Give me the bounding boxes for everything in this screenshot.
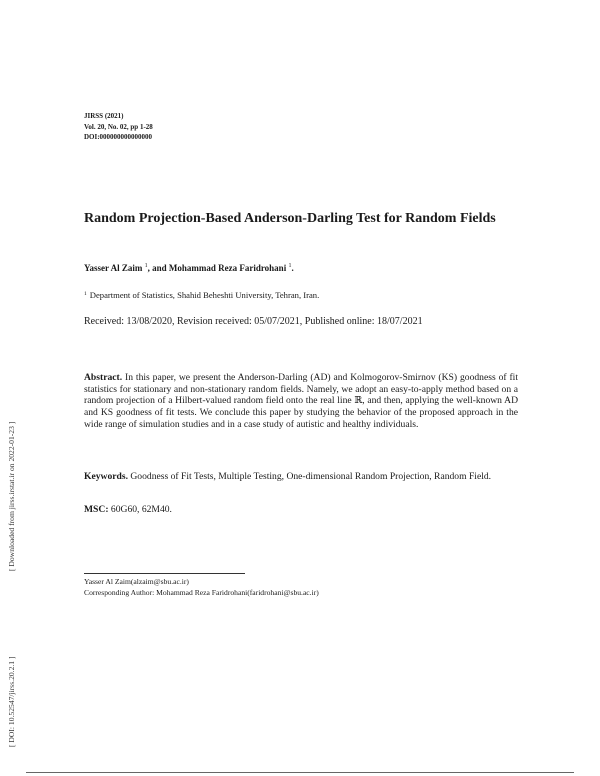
journal-name: JIRSS (2021) <box>84 112 124 120</box>
abstract <box>84 372 518 431</box>
msc-label: MSC: <box>84 504 109 515</box>
affiliation-text: Department of Statistics, Shahid Beheshti University, Tehran, Iran. <box>89 290 320 300</box>
footnote-author-email: Yasser Al Zaim(alzaim@sbu.ac.ir) <box>84 577 189 586</box>
journal-doi: DOI:000000000000000 <box>84 133 153 141</box>
keywords-text: Goodness of Fit Tests, Multiple Testing, One-dimensional Random Projection, Random Field. <box>130 471 492 482</box>
author-line <box>84 263 294 273</box>
author-2-affil-mark: 1 <box>288 263 292 269</box>
keywords-label: Keywords. <box>84 471 128 482</box>
author-connector: , and <box>147 263 169 273</box>
sidebar-download-stamp: [ Downloaded from jirss.irstat.ir on 2022-01-23 ] <box>7 421 16 571</box>
publication-dates: Received: 13/08/2020, Revision received: 05/07/2021, Published online: 18/07/2021 <box>84 316 423 327</box>
footnote-corresponding-author: Corresponding Author: Mohammad Reza Faridrohani(faridrohani@sbu.ac.ir) <box>84 588 319 597</box>
msc-codes <box>84 504 172 515</box>
journal-volume: Vol. 20, No. 02, pp 1-28 <box>84 122 153 131</box>
author-line-end: . <box>291 263 294 273</box>
author-name-1: Yasser Al Zaim <box>84 263 143 273</box>
author-name-2: Mohammad Reza Faridrohani <box>168 263 287 273</box>
author-1-affil-mark: 1 <box>144 263 148 269</box>
abstract-text: In this paper, we present the Anderson-Darling (AD) and Kolmogorov-Smirnov (KS) goodness of fit statistics for stationary and non-stationary random fields. Namely, we adopt an easy-to-apply method based on a random projection of a Hilbert-valued random field onto the real line ℝ, and then, applying the well-known AD and KS goodness of fit tests. We conclude this paper by studying the behavior of the proposed approach in the wide range of simulation studies and in a case study of autistic and healthy individuals. <box>84 372 518 430</box>
abstract-label: Abstract. <box>84 372 123 383</box>
page-bottom-rule <box>26 772 574 773</box>
msc-text: 60G60, 62M40. <box>110 504 172 515</box>
affiliation-mark: 1 <box>84 291 87 297</box>
footnotes <box>84 576 319 598</box>
sidebar-doi-stamp: [ DOI: 10.52547/jirss.20.2.1 ] <box>7 656 16 747</box>
footnote-rule <box>84 573 245 574</box>
journal-header <box>84 111 153 143</box>
keywords <box>84 471 518 483</box>
affiliation <box>84 290 319 300</box>
paper-title: Random Projection-Based Anderson-Darling Test for Random Fields <box>84 211 496 226</box>
